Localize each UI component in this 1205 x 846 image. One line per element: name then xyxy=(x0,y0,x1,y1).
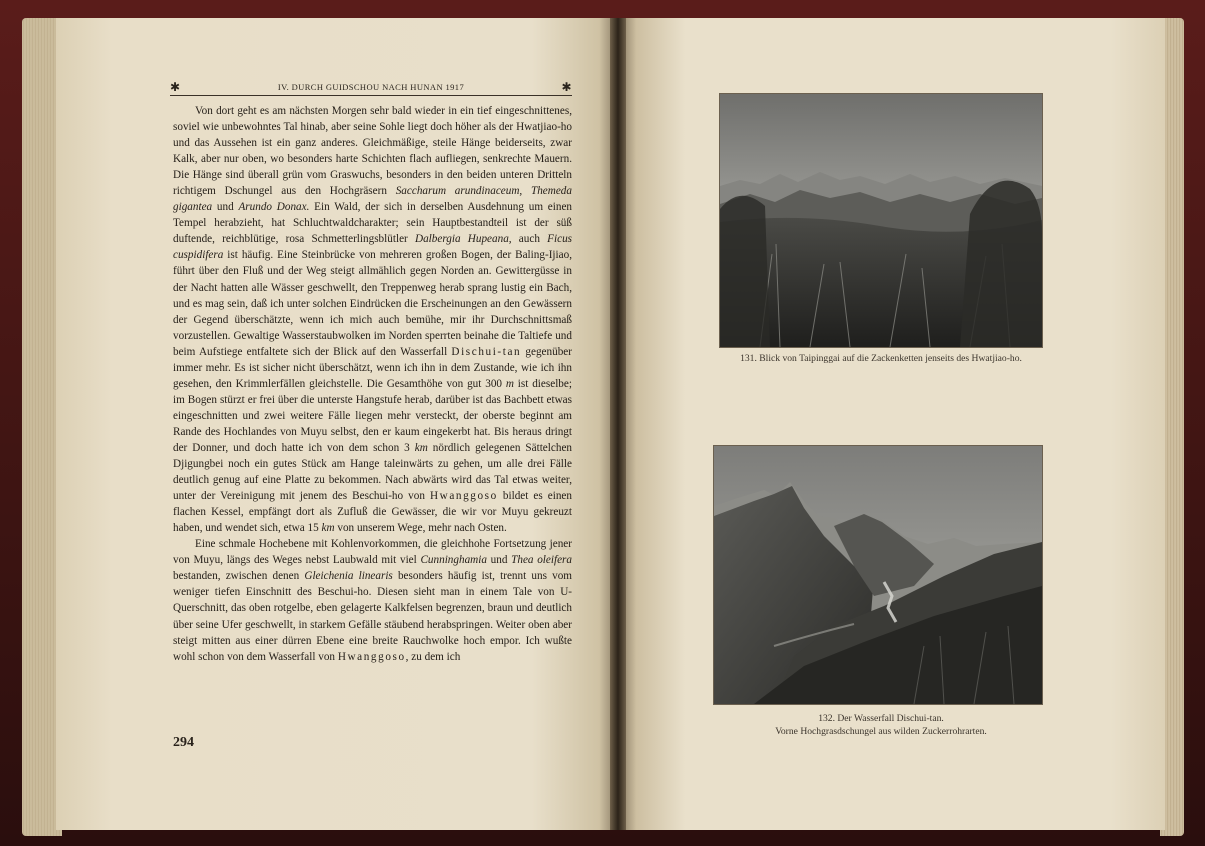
text-run: bestanden, zwischen denen xyxy=(173,570,305,583)
page-number: 294 xyxy=(173,735,194,750)
text-run: ist häufig. Eine Steinbrücke von mehreren großen Bogen, der Baling-Ijiao, führt über den Fluß und der Weg steigt allmählich gegen Norden an. Gewittergüsse in der Nacht hatten alle Wässer geschwellt, den Treppenweg herab sprang lustig ein Bach, und es mag sein, daß ich unter solchen Eindrücken die Erscheinungen an den Gewässern der Gegend überschätzte, wenn ich mich auch bemühe, mir ihr Durchschnittsmaß vorzustellen. Gewaltige Wasserstaubwolken im Norden sperrten beinahe die Taltiefe und beim Aufstiege entfaltete sich der Blick auf den Wasserfall xyxy=(173,249,572,358)
figure-caption-132-title: 132. Der Wasserfall Dischui-tan. xyxy=(818,713,944,724)
text-run: bildet es einen flachen Kessel, empfängt dort als Zufluß die Gewässer, die wir vor Muyu gekreuzt haben, und wendet sich, etwa 15 xyxy=(173,490,572,535)
spaced-name: Dischui-tan xyxy=(451,345,522,358)
italic-term: Thea oleifera xyxy=(511,554,573,567)
body-text xyxy=(173,103,572,665)
text-run: ist dieselbe; im Bogen stürzt er frei über die unterste Hangstufe herab, darüber ist das Bachbett etwas eingeschnitten und zwei weitere Fälle liegen mehr versteckt, der oberste beginnt am Rande des Hochlandes von Muyu selbst, den er kaum eingekerbt hat. Bis heraus dringt der Donner, und doch hatte ich von dem schon 3 xyxy=(173,377,572,454)
photo-waterfall-dischui-tan xyxy=(714,446,1042,704)
text-run: Von dort geht es am nächsten Morgen sehr bald wieder in ein tief eingeschnittenes, soviel wie unbewohntes Tal hinab, aber seine Sohle liegt doch höher als der Hwatjiao-ho und das Aussehen ist ein ganz anderes. Gleichmäßige, steile Hänge beiderseits, zwar Kalk, aber nur oben, wo besonders harte Schichten flach aufliegen, senkrechte Mauern. Die Hänge sind überall grün vom Graswuchs, besonders in den beiden unteren Dritteln richtigem Dschungel aus den Hochgräsern xyxy=(173,105,572,198)
figure-caption-132 xyxy=(716,713,1046,738)
spaced-name: Hwanggoso xyxy=(337,650,406,663)
text-run: Ein Wald, der sich in derselben Ausdehnung um einen Tempel herabzieht, hat Schluchtwaldcharakter; sein Hauptbestandteil ist der süß duftende, reichblütige, rosa Schmetterlingsblütler xyxy=(173,201,573,246)
asterisk-ornament-right: ✱ xyxy=(561,80,572,94)
book-gutter xyxy=(610,18,626,830)
text-run: nördlich gelegenen Sättelchen Djigungbei noch ein gutes Stück am Hange taleinwärts zu gehen, um alle drei Fälle deutlich genug auf eine Platte zu bekommen. Nach abwärts wird das Tal etwas weiter, unter der Vereinigung mit jenem des Beschui-ho von xyxy=(173,441,573,503)
italic-term: m xyxy=(505,377,514,390)
text-run: und xyxy=(212,201,239,214)
spaced-name: Hwanggoso xyxy=(429,490,498,503)
paragraph xyxy=(173,103,572,536)
running-head xyxy=(170,82,572,96)
italic-term: Gleichenia linearis xyxy=(304,570,393,583)
text-run: Eine schmale Hochebene mit Kohlenvorkommen, die gleichhohe Fortsetzung jener von Muyu, längs des Weges nebst Laubwald mit viel xyxy=(173,538,572,567)
italic-term: Ficus cuspidifera xyxy=(173,233,573,262)
asterisk-ornament-left: ✱ xyxy=(170,80,181,94)
italic-term: Arundo Donax. xyxy=(238,201,310,214)
italic-term: Saccharum arundinaceum, Themeda gigantea xyxy=(173,185,572,214)
text-run: besonders häufig ist, trennt uns vom weniger tiefen Einschnitt des Beschui-ho. Diesen sieht man in einem Tale von U-Querschnitt, das oben rotgelbe, eben gelagerte Kalkfelsen begrenzen, braun und deutlich über seine Ufer geschwellt, in starkem Gefälle stäubend herabspringen. Weiter oben aber steigt mitten aus einer dürren Ebene eine breite Rauchwolke hoch empor. Ich wußte wohl schon von dem Wasserfall von xyxy=(173,570,572,663)
running-head-title: IV. DURCH GUIDSCHOU NACH HUNAN 1917 xyxy=(277,82,465,92)
text-run: gegenüber immer mehr. Es ist sicher nicht überschätzt, wenn ich ihn in dem Zustande, wie ich ihn gesehen, den Krimmlerfällen gleichstelle. Die Gesamthöhe von gut 300 xyxy=(173,345,572,390)
text-run: , zu dem ich xyxy=(405,650,461,663)
italic-term: km xyxy=(321,522,335,535)
italic-term: Dalbergia Hupeana, xyxy=(414,233,512,246)
italic-term: km xyxy=(414,441,428,454)
figure-caption-131: 131. Blick von Taipinggai auf die Zackenketten jenseits des Hwatjiao-ho. xyxy=(740,353,1022,364)
italic-term: Cunninghamia xyxy=(420,554,487,567)
text-run: auch xyxy=(511,233,548,246)
figure-caption-132-subtitle: Vorne Hochgrasdschungel aus wilden Zuckerrohrarten. xyxy=(775,725,987,737)
text-run: von unserem Wege, mehr nach Osten. xyxy=(334,522,507,535)
text-run: und xyxy=(486,554,512,567)
paragraph xyxy=(173,536,572,664)
photo-mountain-ranges xyxy=(720,94,1042,347)
